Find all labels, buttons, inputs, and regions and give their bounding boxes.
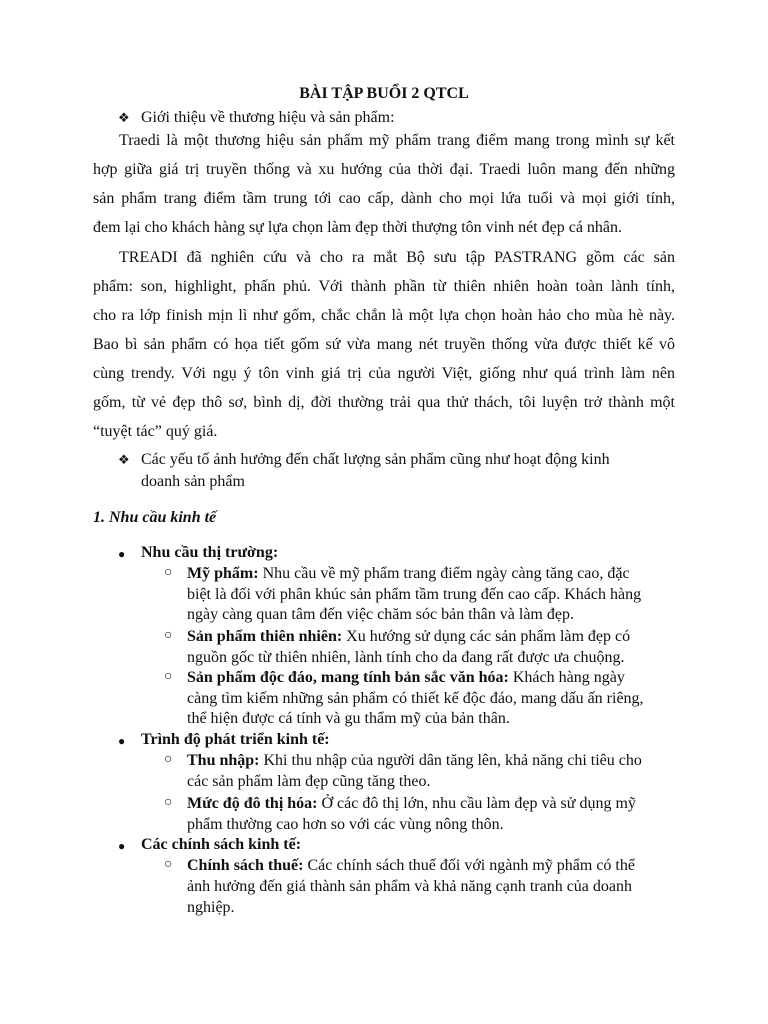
para1-line: hợp giữa giá trị truyền thống và xu hướng của thời đại. Traedi luôn mang đến những [93,161,675,178]
para2-line: TREADI đã nghiên cứu và cho ra mắt Bộ sưu tập PASTRANG gồm các sản [119,249,675,266]
bullet-icon: ● [118,547,126,561]
bullet-icon: ● [118,734,126,748]
section-factors-heading: doanh sản phẩm [141,473,245,490]
sub-bullet-icon: ○ [164,795,173,810]
sub-item-line: thể hiện được cá tính và gu thẩm mỹ của bản thân. [187,710,510,727]
sub-item-line: càng tìm kiếm những sản phẩm có thiết kế độc đáo, mang dấu ấn riêng, [187,690,644,707]
sub-bullet-icon: ○ [164,857,173,872]
sub-item-income: Thu nhập: Khi thu nhập của người dân tăng lên, khả năng chi tiêu cho [187,752,642,769]
para2-line: cùng trendy. Với ngụ ý tôn vinh giá trị của người Việt, giống như quá trình làm nên [93,365,675,382]
sub-bullet-icon: ○ [164,565,173,580]
sub-item-line: nguồn gốc từ thiên nhiên, lành tính cho da đang rất được ưa chuộng. [187,649,625,666]
sub-item-tax-policy: Chính sách thuế: Các chính sách thuế đối với ngành mỹ phẩm có thể [187,857,635,874]
section-factors-heading: Các yếu tố ảnh hưởng đến chất lượng sản phẩm cũng như hoạt động kinh [141,451,610,468]
sub-item-line: ảnh hưởng đến giá thành sản phẩm và khả năng cạnh tranh của doanh [187,878,632,895]
sub-item-natural-products: Sản phẩm thiên nhiên: Xu hướng sử dụng các sản phẩm làm đẹp có [187,628,631,645]
sub-item-unique-products: Sản phẩm độc đáo, mang tính bản sắc văn hóa: Khách hàng ngày [187,669,625,686]
list-item-economic-development: Trình độ phát triển kinh tế: [141,731,330,748]
sub-bullet-icon: ○ [164,669,173,684]
para2-line: phẩm: son, highlight, phấn phủ. Với thành phần từ thiên nhiên hoàn toàn lành tính, [93,278,675,295]
sub-item-line: phẩm thường cao hơn so với các vùng nông thôn. [187,816,504,833]
para2-line: gốm, từ vẻ đẹp thô sơ, bình dị, đời thường trải qua thử thách, tôi luyện trở thành một [93,394,675,411]
section-intro-heading: Giới thiệu về thương hiệu và sản phẩm: [141,109,395,126]
list-item-economic-policies: Các chính sách kinh tế: [141,836,302,853]
para1-line: sản phẩm trang điểm tầm trung tới cao cấp, dành cho mọi lứa tuổi và mọi giới tính, [93,190,675,207]
diamond-bullet-icon: ❖ [118,110,130,125]
sub-item-cosmetics: Mỹ phẩm: Nhu cầu về mỹ phẩm trang điểm ngày càng tăng cao, đặc [187,565,630,582]
sub-item-line: các sản phẩm làm đẹp cũng tăng theo. [187,773,431,790]
list-item-market-demand: Nhu cầu thị trường: [141,544,279,561]
para2-line: cho ra lớp finish mịn lì như gốm, chắc chắn là một lựa chọn hoàn hảo cho mùa hè này. [93,307,675,324]
document-title: BÀI TẬP BUỔI 2 QTCL [299,85,469,102]
para1-line: Traedi là một thương hiệu sản phẩm mỹ phẩm trang điểm mang trong mình sự kết [119,132,675,149]
sub-bullet-icon: ○ [164,628,173,643]
diamond-bullet-icon: ❖ [118,452,130,467]
sub-bullet-icon: ○ [164,752,173,767]
bullet-icon: ● [118,839,126,853]
para1-line: đem lại cho khách hàng sự lựa chọn làm đẹp thời thượng tôn vinh nét đẹp cá nhân. [93,219,623,236]
heading-economic-demand: 1. Nhu cầu kinh tế [93,509,217,526]
para2-line: Bao bì sản phẩm có họa tiết gốm sứ vừa mang nét truyền thống vừa được thiết kế vô [93,336,675,353]
sub-item-line: ngày càng quan tâm đến việc chăm sóc bản thân và làm đẹp. [187,606,574,623]
sub-item-line: nghiệp. [187,899,235,916]
sub-item-urbanization: Mức độ đô thị hóa: Ở các đô thị lớn, nhu cầu làm đẹp và sử dụng mỹ [187,795,636,812]
sub-item-line: biệt là đối với phân khúc sản phẩm tầm trung đến cao cấp. Khách hàng [187,586,642,603]
para2-line: “tuyệt tác” quý giá. [93,423,218,440]
